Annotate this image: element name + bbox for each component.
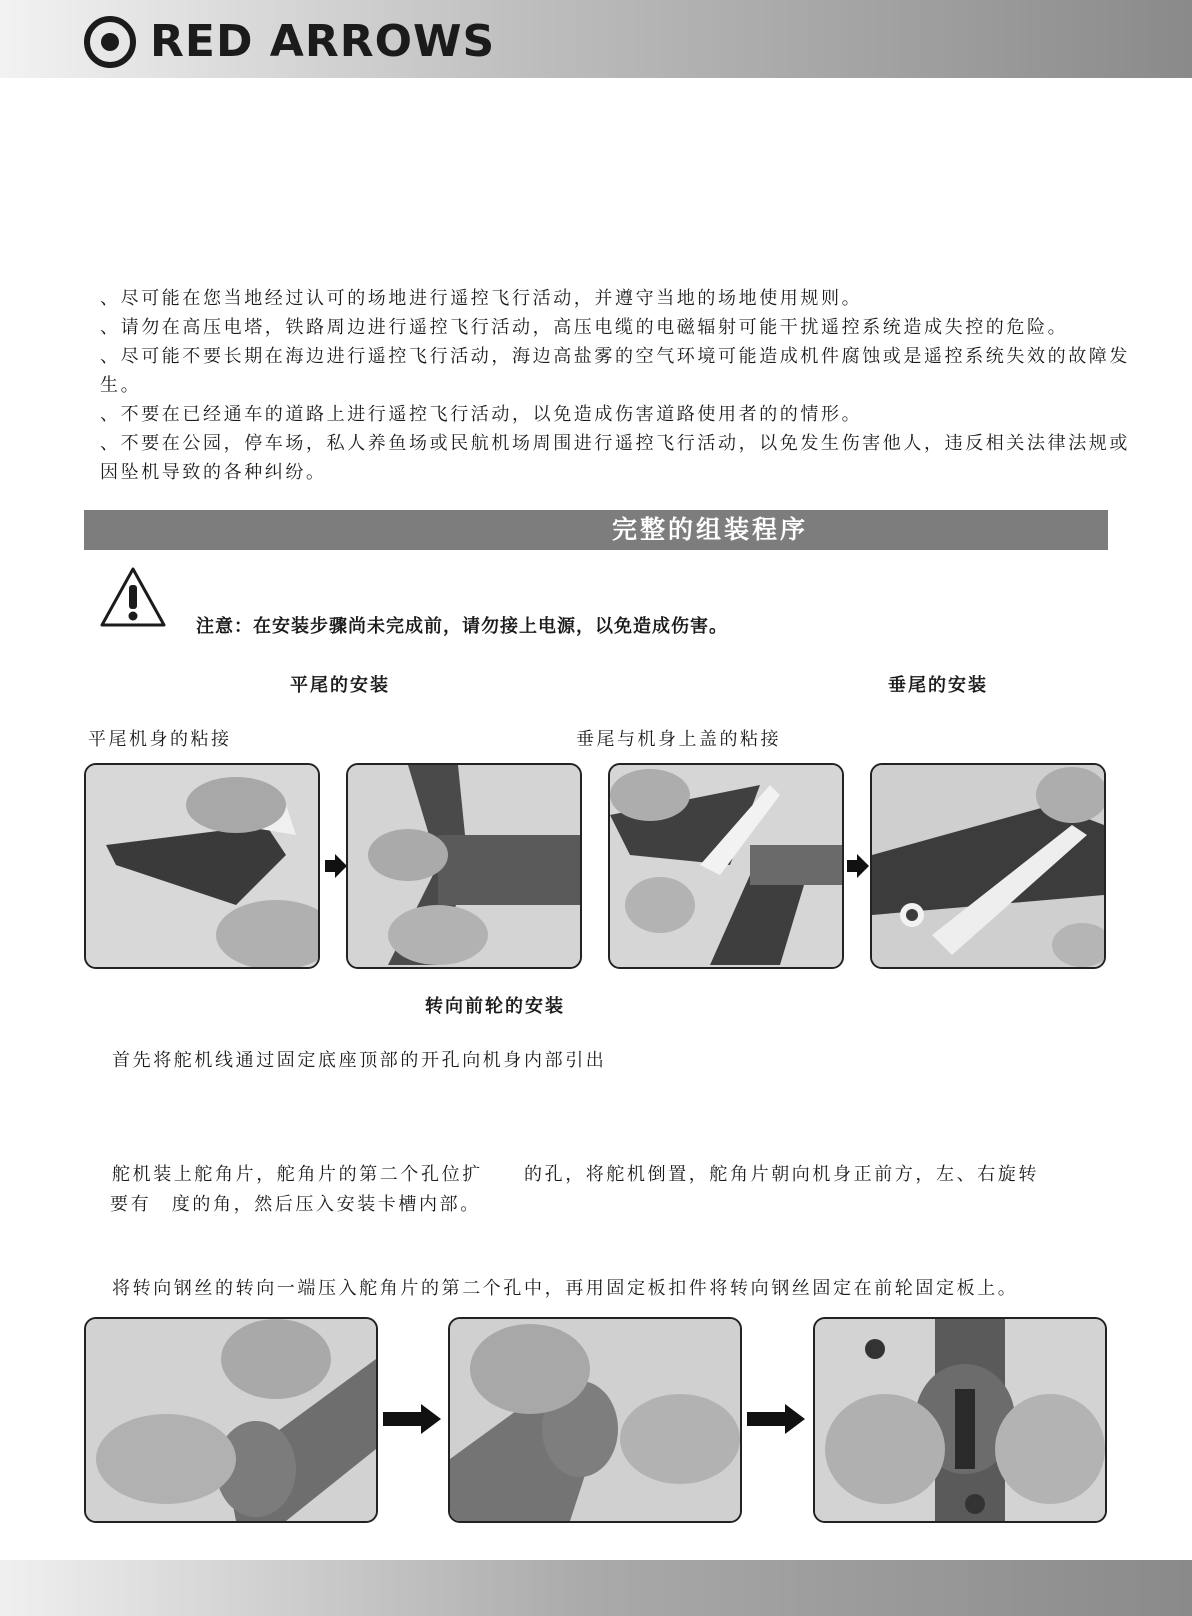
- rule-text: 、请勿在高压电塔，铁路周边进行遥控飞行活动，高压电缆的电磁辐射可能干扰遥控系统造成失控的危险。: [100, 317, 1069, 338]
- arrow-right-icon: [847, 854, 869, 878]
- photo-horizontal-tail-fit: [346, 763, 582, 969]
- section-title: 完整的组装程序: [612, 515, 809, 544]
- safety-rules-list: [100, 284, 1130, 487]
- section-title-bar: [84, 510, 1108, 550]
- nosewheel-step-2-line-2: 要有 度的角，然后压入安装卡槽内部。: [110, 1194, 481, 1215]
- rule-item: [100, 429, 1130, 487]
- header-bar: [0, 0, 1192, 78]
- photo-vertical-tail-glue: [608, 763, 844, 969]
- horizontal-tail-caption: 平尾机身的粘接: [88, 729, 232, 750]
- rule-item: [100, 284, 1130, 313]
- rule-text: 、尽可能不要长期在海边进行遥控飞行活动，海边高盐雾的空气环境可能造成机件腐蚀或是遥控系统失效的故障发生。: [100, 346, 1130, 396]
- warning-triangle-icon: [98, 565, 168, 629]
- horizontal-tail-heading: 平尾的安装: [290, 675, 390, 696]
- photo-nosewheel-step-b: [448, 1317, 742, 1523]
- arrow-right-icon: [747, 1404, 805, 1434]
- rule-text: 、不要在公园，停车场，私人养鱼场或民航机场周围进行遥控飞行活动，以免发生伤害他人，违反相关法律法规或因坠机导致的各种纠纷。: [100, 433, 1130, 483]
- vertical-tail-heading: 垂尾的安装: [888, 675, 988, 696]
- photo-horizontal-tail-glue: [84, 763, 320, 969]
- photo-vertical-tail-fit: [870, 763, 1106, 969]
- nosewheel-step-3: 将转向钢丝的转向一端压入舵角片的第二个孔中，再用固定板扣件将转向钢丝固定在前轮固定板上。: [112, 1278, 1019, 1299]
- rule-item: [100, 342, 1130, 400]
- rule-text: 、不要在已经通车的道路上进行遥控飞行活动，以免造成伤害道路使用者的的情形。: [100, 404, 863, 425]
- rule-text: 、尽可能在您当地经过认可的场地进行遥控飞行活动，并遵守当地的场地使用规则。: [100, 288, 863, 309]
- photo-nosewheel-step-c: [813, 1317, 1107, 1523]
- nosewheel-step-2-line-1: 舵机装上舵角片，舵角片的第二个孔位扩 的孔，将舵机倒置，舵角片朝向机身正前方，左、右旋转: [112, 1164, 1039, 1185]
- target-logo-icon: [84, 16, 136, 68]
- nosewheel-step-1: 首先将舵机线通过固定底座顶部的开孔向机身内部引出: [112, 1050, 607, 1071]
- rule-item: [100, 313, 1130, 342]
- warning-text: 注意：在安装步骤尚未完成前，请勿接上电源，以免造成伤害。: [196, 616, 728, 637]
- footer-bar: [0, 1560, 1192, 1616]
- brand-name: RED ARROWS: [150, 16, 496, 67]
- photo-nosewheel-step-a: [84, 1317, 378, 1523]
- nosewheel-heading: 转向前轮的安装: [425, 996, 565, 1017]
- rule-item: [100, 400, 1130, 429]
- arrow-right-icon: [325, 854, 347, 878]
- vertical-tail-caption: 垂尾与机身上盖的粘接: [576, 729, 781, 750]
- arrow-right-icon: [383, 1404, 441, 1434]
